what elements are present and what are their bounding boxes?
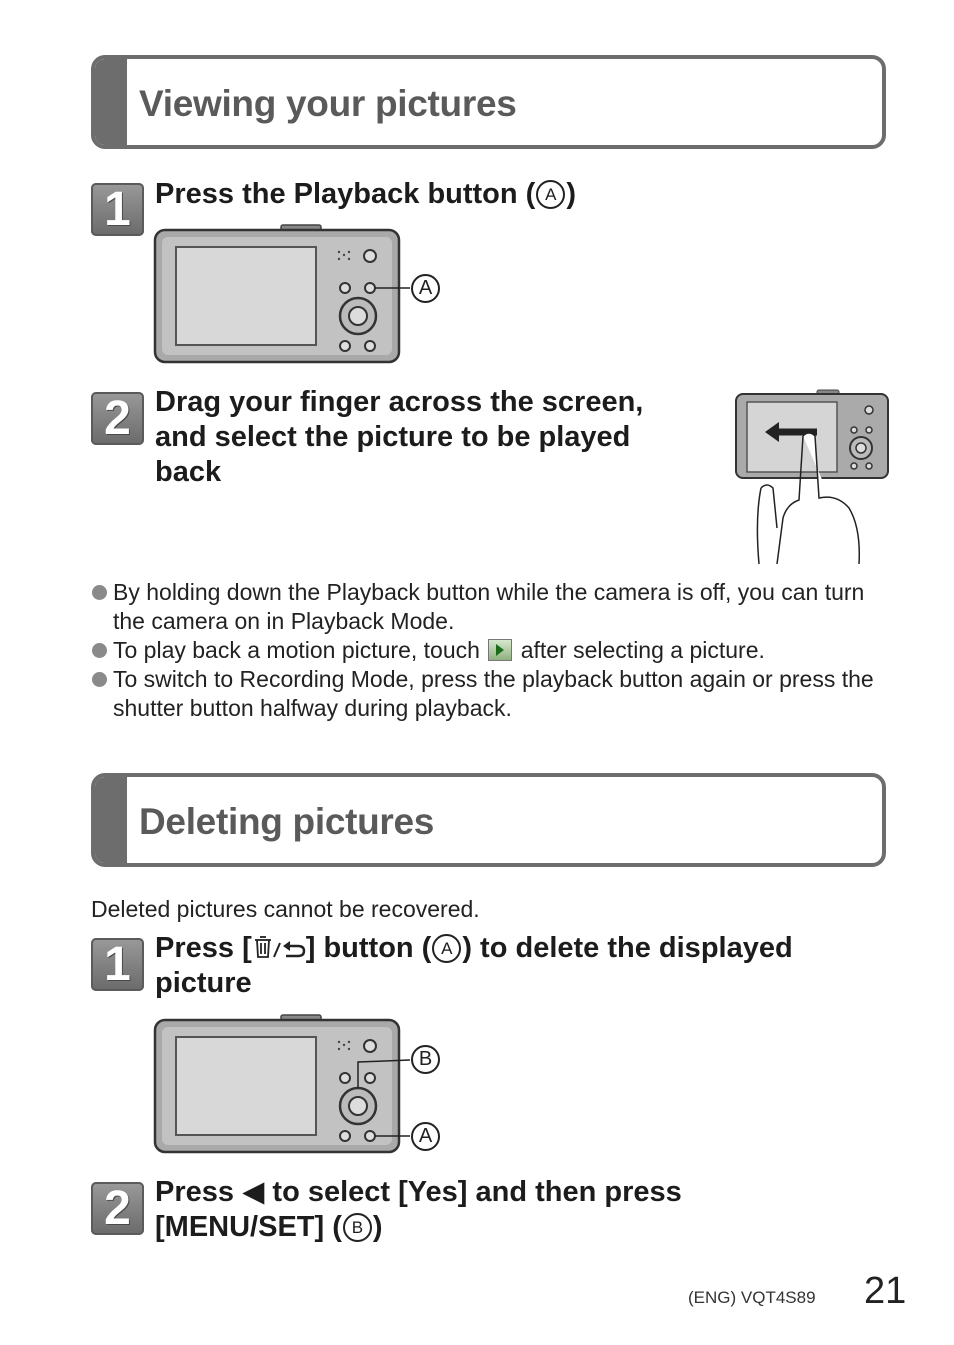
- note-text: after selecting a picture.: [520, 637, 765, 663]
- step-number-1: 1: [91, 183, 144, 236]
- step-text: ] button (: [305, 932, 432, 964]
- header-accent-bar: [95, 59, 127, 145]
- step-text-line1: Press ◀ to select [Yes] and then press: [155, 1176, 682, 1208]
- step-number-2: 2: [91, 1182, 144, 1235]
- bullet-dot: [92, 585, 107, 600]
- camera-swipe-figure: [733, 388, 893, 566]
- delete-step-2-title: [155, 1175, 682, 1245]
- delete-warning: Deleted pictures cannot be recovered.: [91, 896, 480, 922]
- trash-return-icon: [252, 934, 306, 960]
- section-title: Deleting pictures: [139, 801, 435, 842]
- motion-play-icon: [488, 639, 512, 661]
- trash-icon: [255, 937, 271, 957]
- note-item: [91, 578, 881, 636]
- note-text: To switch to Recording Mode, press the playback button again or press the shutter button halfway during playback.: [113, 666, 874, 721]
- step-text: Press [: [155, 932, 252, 964]
- step-2-line: Drag your finger across the screen,: [155, 386, 644, 418]
- step-2-line: back: [155, 456, 222, 488]
- section-header-viewing: [91, 55, 886, 149]
- step-1-text-end: ): [566, 178, 576, 210]
- note-text: By holding down the Playback button while the camera is off, you can turn the camera on in Playback Mode.: [113, 579, 865, 634]
- camera-back-figure-playback: [152, 222, 444, 366]
- step-number-2: 2: [91, 392, 144, 445]
- camera-back-figure-delete: [152, 1012, 444, 1156]
- step-1-title: [155, 177, 576, 212]
- callout-label-a: A: [411, 274, 440, 303]
- bullet-dot: [92, 643, 107, 658]
- notes-list: [91, 578, 881, 723]
- step-1-text: Press the Playback button (: [155, 178, 536, 210]
- section-title: Viewing your pictures: [139, 83, 517, 124]
- step-text-line2: picture: [155, 967, 252, 999]
- step-text: [MENU/SET] (: [155, 1211, 342, 1243]
- marker-a: A: [432, 934, 461, 963]
- document-code: (ENG) VQT4S89: [688, 1288, 816, 1307]
- return-arrow-icon: [283, 941, 304, 956]
- header-accent-bar: [95, 777, 127, 863]
- step-2-line: and select the picture to be played: [155, 421, 631, 453]
- delete-step-1-title: [155, 931, 793, 1001]
- page-number: 21: [864, 1270, 907, 1312]
- note-item: [91, 665, 881, 723]
- section-header-deleting: [91, 773, 886, 867]
- bullet-dot: [92, 672, 107, 687]
- callout-label-a: A: [411, 1122, 440, 1151]
- marker-b: B: [343, 1213, 372, 1242]
- step-text: ) to delete the displayed: [462, 932, 793, 964]
- step-text: ): [372, 1211, 383, 1243]
- note-item: [91, 636, 881, 665]
- step-number-1: 1: [91, 938, 144, 991]
- step-2-title: [155, 385, 643, 490]
- callout-label-b: B: [411, 1045, 440, 1074]
- note-text: To play back a motion picture, touch: [113, 637, 480, 663]
- marker-a: A: [536, 180, 565, 209]
